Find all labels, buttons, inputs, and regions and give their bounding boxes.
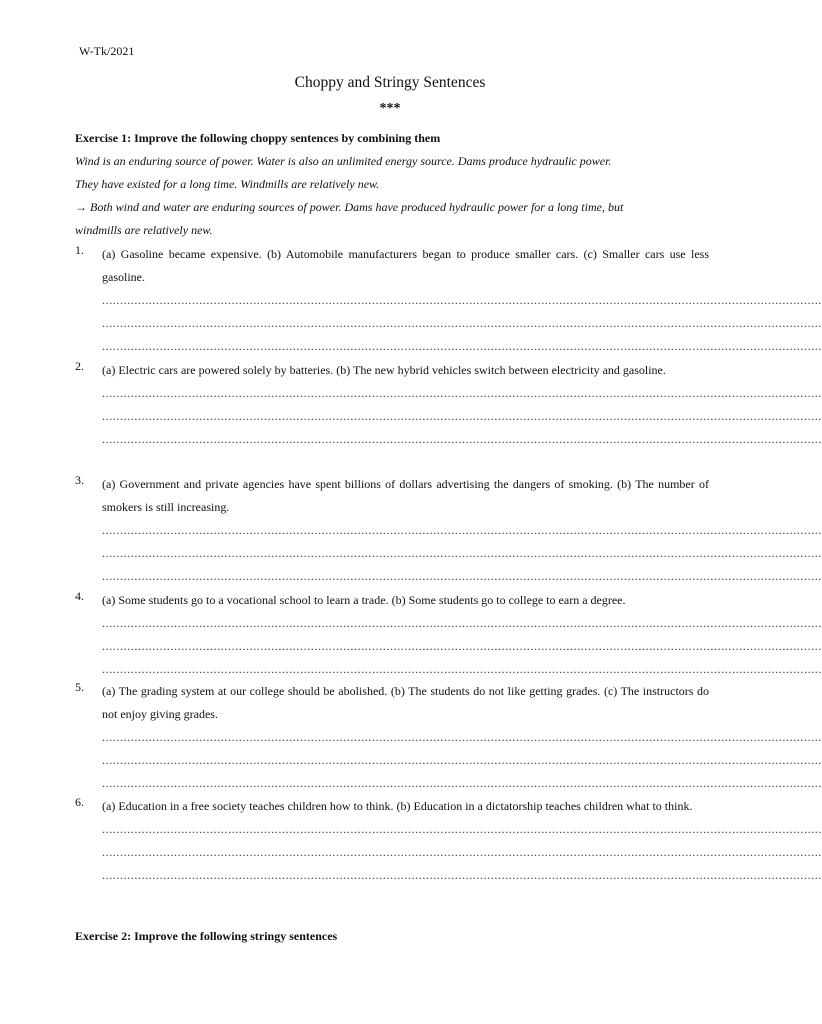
answer-line[interactable]: ........................................................................................................................................................................................................ [102, 662, 822, 676]
answer-line[interactable]: ........................................................................................................................................................................................................ [102, 776, 822, 790]
answer-line[interactable]: ........................................................................................................................................................................................................ [102, 845, 822, 859]
exercise-2-heading: Exercise 2: Improve the following stringy sentences [75, 929, 338, 943]
item-text: (a) Gasoline became expensive. (b) Automobile manufacturers began to produce smaller cars. (c) Smaller cars use less gasoline. [102, 247, 709, 284]
answer-line[interactable]: ........................................................................................................................................................................................................ [102, 339, 822, 353]
exercise-1-heading: Exercise 1: Improve the following choppy sentences by combining them [75, 131, 441, 145]
exercise-item-4 [75, 589, 822, 681]
example-line: They have existed for a long time. Windmills are relatively new. [75, 177, 380, 191]
page-title: Choppy and Stringy Sentences [294, 74, 486, 91]
answer-line[interactable]: ........................................................................................................................................................................................................ [102, 616, 822, 630]
item-number: 2. [75, 359, 84, 373]
example-line: Wind is an enduring source of power. Water is also an unlimited energy source. Dams produce hydraulic power. [75, 154, 612, 168]
title-separator: *** [379, 101, 401, 116]
exercise-item-6 [75, 795, 822, 887]
exercise-item-3 [75, 473, 822, 588]
answer-line[interactable]: ........................................................................................................................................................................................................ [102, 293, 822, 307]
answer-line[interactable]: ........................................................................................................................................................................................................ [102, 822, 822, 836]
document-code: W-Tk/2021 [79, 44, 135, 58]
answer-line[interactable]: ........................................................................................................................................................................................................ [102, 868, 822, 882]
item-text: (a) The grading system at our college should be abolished. (b) The students do not like getting grades. (c) The instructors do not enjoy giving grades. [102, 684, 709, 721]
example-block [75, 150, 715, 242]
exercise-item-2 [75, 359, 822, 451]
item-text: (a) Some students go to a vocational school to learn a trade. (b) Some students go to college to earn a degree. [102, 593, 626, 607]
answer-line[interactable]: ........................................................................................................................................................................................................ [102, 730, 822, 744]
item-number: 6. [75, 795, 84, 809]
answer-line[interactable]: ........................................................................................................................................................................................................ [102, 753, 822, 767]
answer-line[interactable]: ........................................................................................................................................................................................................ [102, 432, 822, 446]
item-text: (a) Education in a free society teaches children how to think. (b) Education in a dictatorship teaches children what to think. [102, 799, 693, 813]
answer-line[interactable]: ........................................................................................................................................................................................................ [102, 386, 822, 400]
item-text: (a) Government and private agencies have spent billions of dollars advertising the dangers of smoking. (b) The number of smokers is still increasing. [102, 477, 709, 514]
item-number: 1. [75, 243, 84, 257]
example-answer-line: windmills are relatively new. [75, 223, 213, 237]
answer-line[interactable]: ........................................................................................................................................................................................................ [102, 523, 822, 537]
example-answer-line: → Both wind and water are enduring sources of power. Dams have produced hydraulic power for a long time, but [75, 200, 624, 214]
answer-line[interactable]: ........................................................................................................................................................................................................ [102, 569, 822, 583]
exercise-item-1 [75, 243, 822, 358]
answer-line[interactable]: ........................................................................................................................................................................................................ [102, 546, 822, 560]
answer-line[interactable]: ........................................................................................................................................................................................................ [102, 409, 822, 423]
item-number: 3. [75, 473, 84, 487]
item-number: 5. [75, 680, 84, 694]
item-text: (a) Electric cars are powered solely by batteries. (b) The new hybrid vehicles switch between electricity and gasoline. [102, 363, 666, 377]
exercise-item-5 [75, 680, 822, 795]
answer-line[interactable]: ........................................................................................................................................................................................................ [102, 639, 822, 653]
answer-line[interactable]: ........................................................................................................................................................................................................ [102, 316, 822, 330]
item-number: 4. [75, 589, 84, 603]
